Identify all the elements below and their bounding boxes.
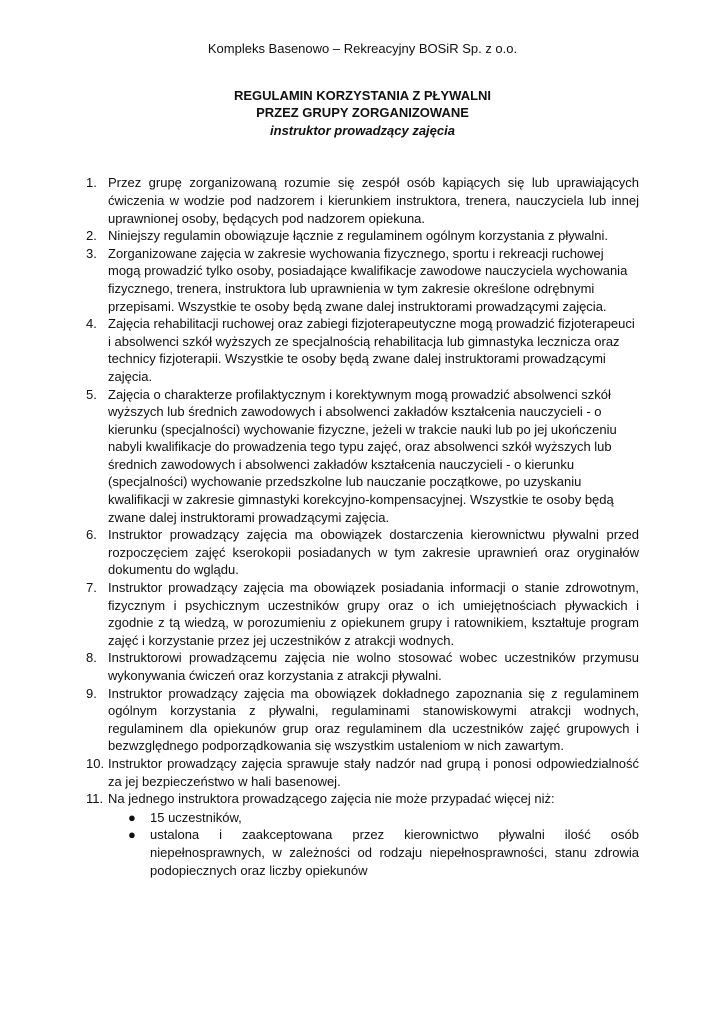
rule-text: Na jednego instruktora prowadzącego zajęcia nie może przypadać więcej niż: bbox=[108, 791, 555, 807]
rule-text: Instruktor prowadzący zajęcia ma obowiązek dostarczenia kierownictwu pływalni przed rozpoczęciem zajęć kserokopii posiadanych w tym zakresie uprawnień oraz oryginałów dokumentu do wglądu. bbox=[108, 527, 639, 578]
bullet-item bbox=[128, 826, 639, 879]
bullet-dot-icon: ● bbox=[128, 827, 136, 843]
rule-number: 9. bbox=[86, 685, 97, 701]
rule-number: 7. bbox=[86, 580, 97, 596]
rule-text: Zorganizowane zajęcia w zakresie wychowania fizycznego, sportu i rekreacji ruchowej mogą prowadzić tylko osoby, posiadające kwalifikacje zawodowe nauczyciela wychowania fizycznego, trenera, instruktora lub uprawnienia w tym zakresie określone odrębnymi przepisami. Wszystkie te osoby będą zwane dalej instruktorami prowadzącymi zajęcia. bbox=[108, 245, 628, 314]
rule-number: 3. bbox=[86, 245, 97, 261]
rule-9 bbox=[86, 685, 639, 755]
rule-10 bbox=[86, 755, 639, 790]
rule-number: 11. bbox=[86, 791, 104, 807]
title-line-1: REGULAMIN KORZYSTANIA Z PŁYWALNI bbox=[233, 87, 492, 103]
title-line-3: instruktor prowadzący zajęcia bbox=[270, 122, 455, 138]
rule-number: 5. bbox=[86, 386, 97, 402]
bullet-text: ustalona i zaakceptowana przez kierownictwo pływalni ilość osób niepełnosprawnych, w zależności od rodzaju niepełnosprawności, stanu zdrowia podopiecznych oraz liczby opiekunów bbox=[150, 827, 639, 878]
document-title bbox=[86, 87, 639, 140]
rule-number: 8. bbox=[86, 650, 97, 666]
rule-8 bbox=[86, 649, 639, 684]
rule-number: 2. bbox=[86, 228, 97, 244]
bullet-item bbox=[128, 809, 639, 827]
rule-3 bbox=[86, 245, 639, 315]
rule-5 bbox=[86, 386, 639, 527]
rule-4 bbox=[86, 315, 639, 385]
rule-number: 4. bbox=[86, 316, 97, 332]
rule-body bbox=[108, 790, 639, 879]
rule-2 bbox=[86, 227, 639, 245]
organization-header: Kompleks Basenowo – Rekreacyjny BOSiR Sp. z o.o. bbox=[207, 41, 518, 56]
bullet-list bbox=[108, 809, 639, 879]
rule-text: Instruktor prowadzący zajęcia ma obowiązek posiadania informacji o stanie zdrowotnym, fizycznym i psychicznym uczestników grupy oraz o ich umiejętnościach pływackich i zgodnie z tą wiedzą, w porozumieniu z opiekunem grupy i ratownikiem, kształtuje program zajęć i korzystanie przez jej uczestników z atrakcji wodnych. bbox=[108, 580, 639, 648]
rules-list bbox=[86, 174, 639, 879]
rule-text: Niniejszy regulamin obowiązuje łącznie z regulaminem ogólnym korzystania z pływalni. bbox=[108, 228, 608, 244]
rule-number: 1. bbox=[86, 175, 97, 191]
rule-number: 10. bbox=[86, 755, 105, 771]
bullet-text: 15 uczestników, bbox=[150, 809, 242, 825]
rule-text: Instruktorowi prowadzącemu zajęcia nie wolno stosować wobec uczestników przymusu wykonywania ćwiczeń oraz korzystania z atrakcji pływalni. bbox=[108, 650, 639, 683]
rule-1 bbox=[86, 174, 639, 227]
rule-text: Przez grupę zorganizowaną rozumie się zespół osób kąpiących się lub uprawiających ćwiczenia w wodzie pod nadzorem i kierunkiem instruktora, trenera, nauczyciela lub innej uprawnionej osoby, będących pod nadzorem opiekuna. bbox=[108, 175, 639, 226]
rule-text: Instruktor prowadzący zajęcia ma obowiązek dokładnego zapoznania się z regulaminem ogólnym korzystania z pływalni, regulaminami stanowiskowymi atrakcji wodnych, regulaminem dla opiekunów grup oraz regulaminem dla uczestników zajęć grupowych i bezwzględnego podporządkowania się wszystkim ustaleniom w nich zawartym. bbox=[108, 685, 639, 754]
title-line-2: PRZEZ GRUPY ZORGANIZOWANE bbox=[256, 105, 469, 121]
rule-number: 6. bbox=[86, 527, 97, 543]
rule-text: Instruktor prowadzący zajęcia sprawuje stały nadzór nad grupą i ponosi odpowiedzialność za jej bezpieczeństwo w hali basenowej. bbox=[108, 755, 639, 789]
rule-6 bbox=[86, 526, 639, 579]
rule-text: Zajęcia o charakterze profilaktycznym i korektywnym mogą prowadzić absolwenci szkół wyższych lub średnich zawodowych i absolwenci zakładów kształcenia nauczycieli - o kierunku (specjalności) wychowanie fizyczne, jeżeli w trakcie nauki lub po jej ukończeniu nabyli kwalifikacje do prowadzenia tego typu zajęć, oraz absolwenci szkół wyższych lub średnich zawodowych i absolwenci zakładów kształcenia nauczycieli - o kierunku (specjalności) wychowanie przedszkolne lub nauczanie początkowe, po uzyskaniu kwalifikacji w zakresie gimnastyki korekcyjno-kompensacyjnej. Wszystkie te osoby będą zwane dalej instruktorami prowadzącymi zajęcia. bbox=[108, 386, 617, 525]
rule-7 bbox=[86, 579, 639, 649]
rule-11 bbox=[86, 790, 639, 879]
rule-text: Zajęcia rehabilitacji ruchowej oraz zabiegi fizjoterapeutyczne mogą prowadzić fizjoterapeuci i absolwenci szkół wyższych ze specjalnością rehabilitacja lub gimnastyka lecznicza oraz technicy fizjoterapii. Wszystkie te osoby będą zwane dalej instruktorami prowadzącymi zajęcia. bbox=[108, 316, 635, 384]
bullet-dot-icon: ● bbox=[128, 809, 136, 825]
